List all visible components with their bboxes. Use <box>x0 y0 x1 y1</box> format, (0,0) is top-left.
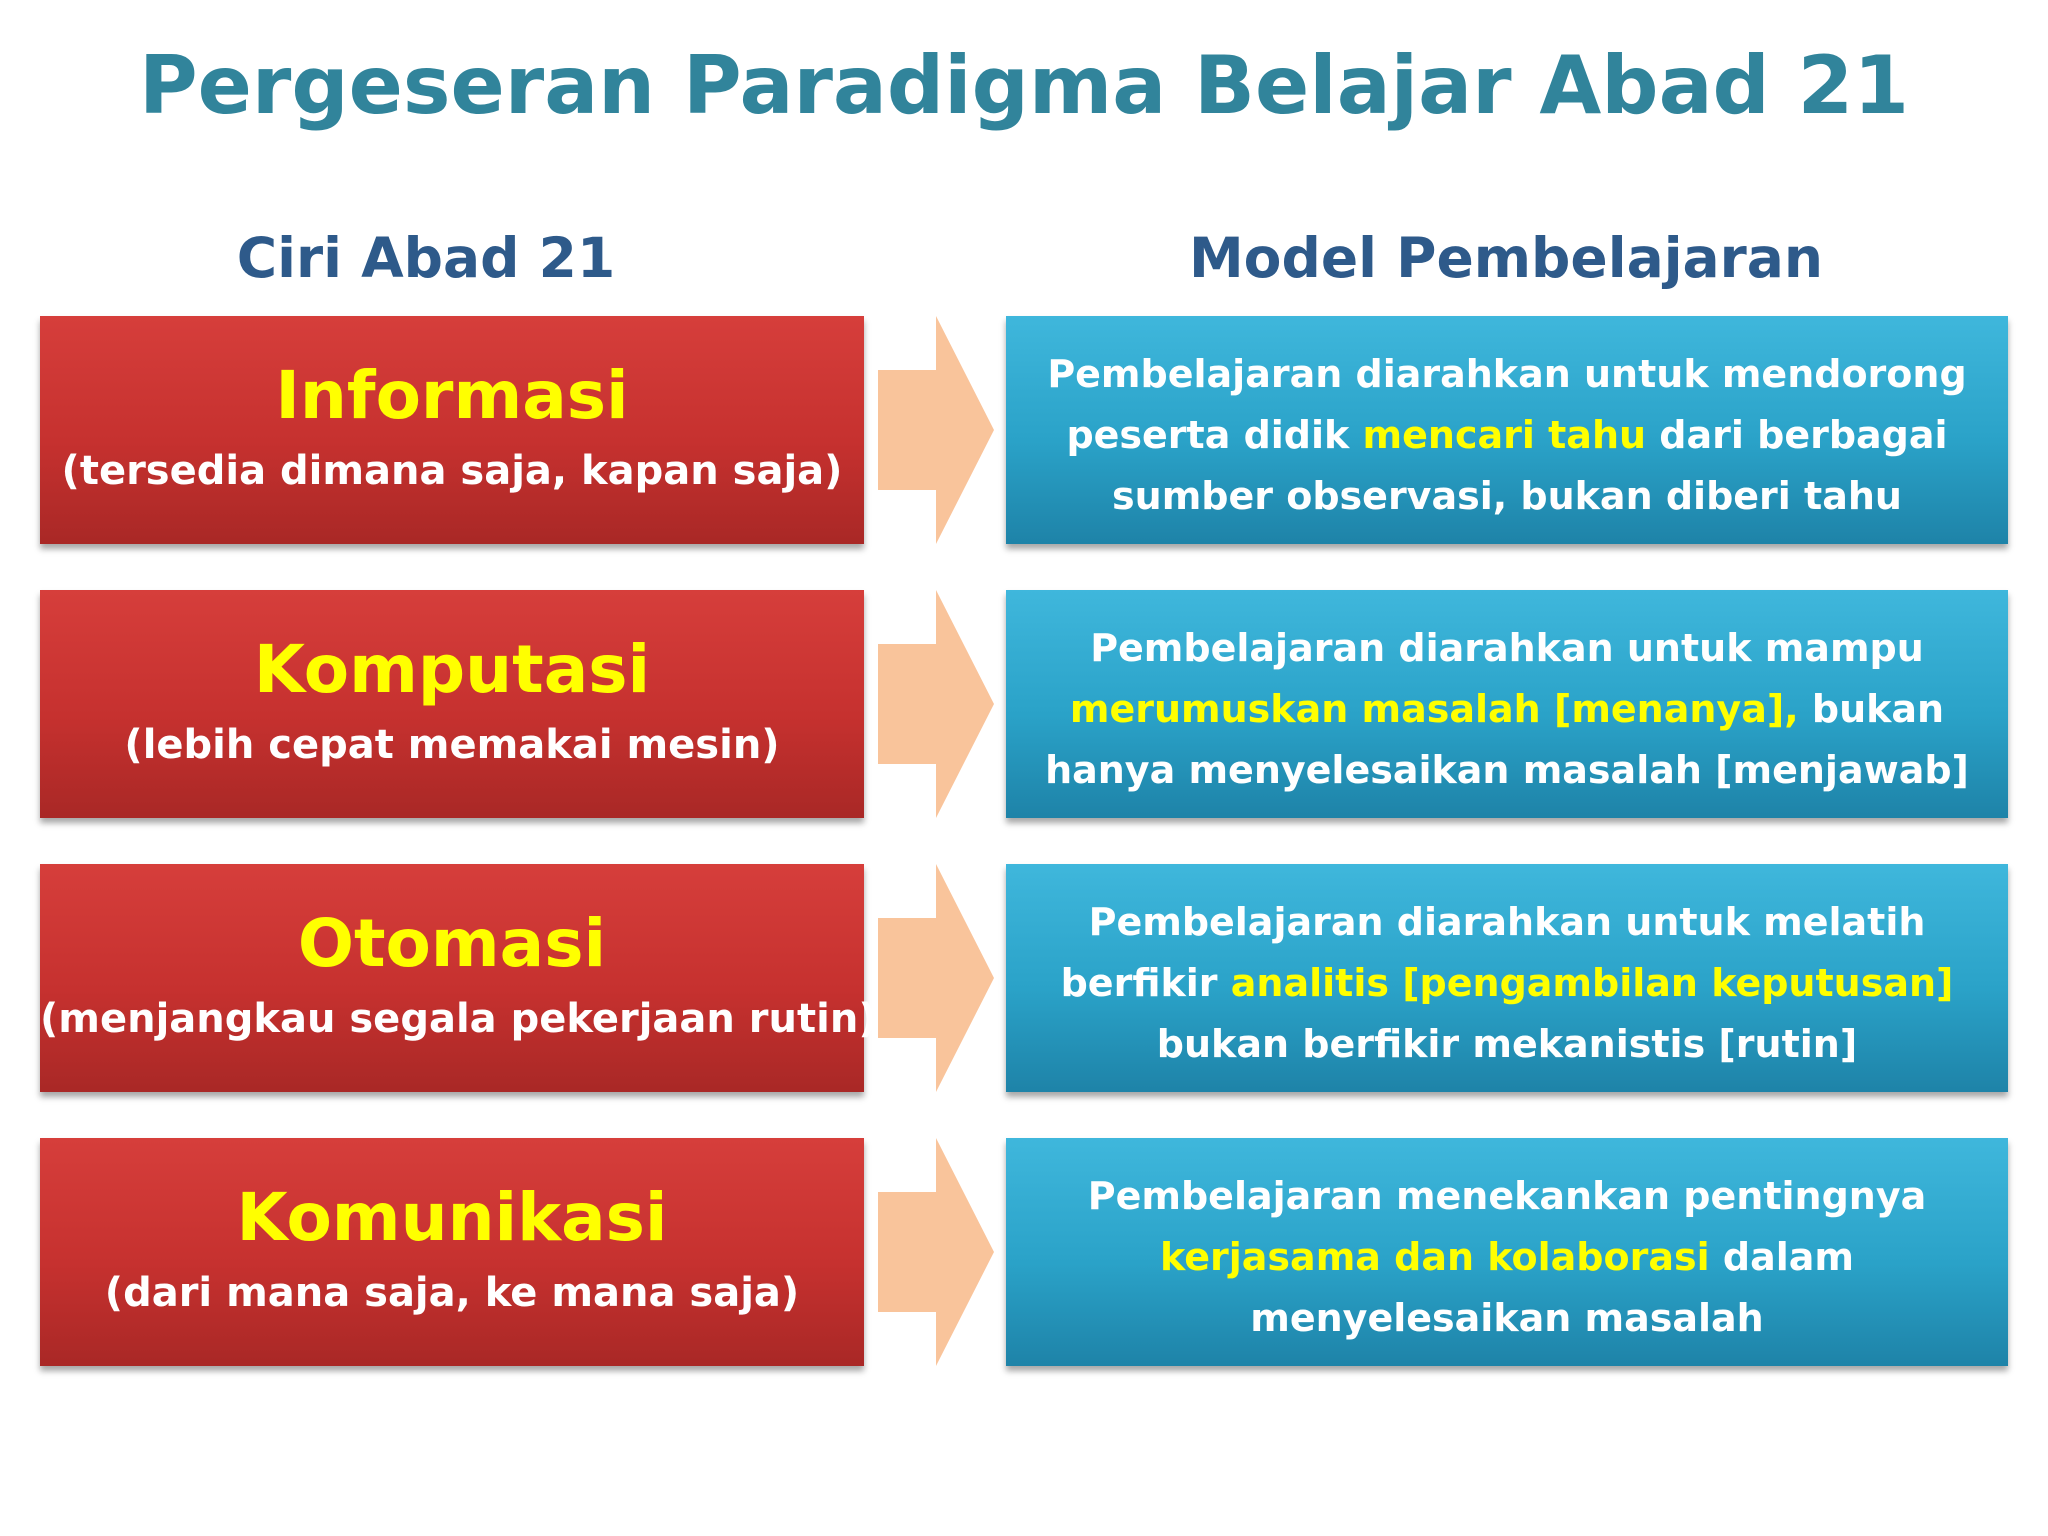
highlighted-phrase: analitis [pengambilan keputusan] <box>1230 961 1954 1005</box>
paradigm-row-komunikasi <box>0 1138 2048 1370</box>
column-header-ciri-abad-21: Ciri Abad 21 <box>236 226 616 290</box>
right-arrow-icon <box>878 864 994 1092</box>
learning-model-line <box>1006 1288 2008 1349</box>
learning-model-text <box>1006 344 2008 527</box>
learning-model-text <box>1006 892 2008 1075</box>
right-arrow-icon <box>878 1138 994 1366</box>
text-segment: bukan berfikir mekanistis [rutin] <box>1156 1022 1858 1066</box>
learning-model-line <box>1006 344 2008 405</box>
characteristic-title: Informasi <box>275 357 629 434</box>
learning-model-box <box>1006 1138 2008 1366</box>
highlighted-phrase: mencari tahu <box>1362 413 1647 457</box>
text-segment: hanya menyelesaikan masalah [menjawab] <box>1045 748 1969 792</box>
characteristic-box <box>40 864 877 1092</box>
characteristic-subtitle: (lebih cepat memakai mesin) <box>124 722 780 768</box>
paradigm-row-informasi <box>0 316 2048 548</box>
learning-model-line <box>1006 1227 2008 1288</box>
characteristic-subtitle: (dari mana saja, ke mana saja) <box>104 1270 800 1316</box>
characteristic-title: Komunikasi <box>236 1179 668 1256</box>
learning-model-line <box>1006 1166 2008 1227</box>
text-segment: bukan <box>1798 687 1945 731</box>
text-segment: sumber observasi, bukan diberi tahu <box>1112 474 1902 518</box>
learning-model-line <box>1006 953 2008 1014</box>
column-header-model-pembelajaran: Model Pembelajaran <box>1188 226 1824 290</box>
right-arrow-icon <box>878 590 994 818</box>
learning-model-line <box>1006 405 2008 466</box>
learning-model-text <box>1006 1166 2008 1349</box>
learning-model-line <box>1006 1014 2008 1075</box>
characteristic-title: Otomasi <box>297 905 607 982</box>
learning-model-box <box>1006 316 2008 544</box>
learning-model-box <box>1006 590 2008 818</box>
learning-model-line <box>1006 740 2008 801</box>
learning-model-line <box>1006 679 2008 740</box>
highlighted-phrase: merumuskan masalah [menanya], <box>1069 687 1799 731</box>
text-segment: berfikir <box>1060 961 1231 1005</box>
highlighted-phrase: kerjasama dan kolaborasi <box>1160 1235 1710 1279</box>
characteristic-box <box>40 316 864 544</box>
characteristic-subtitle: (menjangkau segala pekerjaan rutin) <box>40 996 877 1042</box>
characteristic-title: Komputasi <box>253 631 651 708</box>
paradigm-row-komputasi <box>0 590 2048 822</box>
characteristic-box <box>40 1138 864 1366</box>
paradigm-row-otomasi <box>0 864 2048 1096</box>
text-segment: menyelesaikan masalah <box>1250 1296 1764 1340</box>
text-segment: Pembelajaran diarahkan untuk melatih <box>1088 900 1926 944</box>
learning-model-line <box>1006 892 2008 953</box>
text-segment: dari berbagai <box>1646 413 1948 457</box>
text-segment: Pembelajaran diarahkan untuk mampu <box>1090 626 1924 670</box>
text-segment: Pembelajaran menekankan pentingnya <box>1087 1174 1927 1218</box>
text-segment: Pembelajaran diarahkan untuk mendorong <box>1047 352 1967 396</box>
text-segment: dalam <box>1709 1235 1854 1279</box>
right-arrow-icon <box>878 316 994 544</box>
characteristic-box <box>40 590 864 818</box>
learning-model-line <box>1006 466 2008 527</box>
page-title: Pergeseran Paradigma Belajar Abad 21 <box>139 39 1909 132</box>
learning-model-box <box>1006 864 2008 1092</box>
text-segment: peserta didik <box>1066 413 1363 457</box>
learning-model-text <box>1006 618 2008 801</box>
learning-model-line <box>1006 618 2008 679</box>
characteristic-subtitle: (tersedia dimana saja, kapan saja) <box>61 448 843 494</box>
